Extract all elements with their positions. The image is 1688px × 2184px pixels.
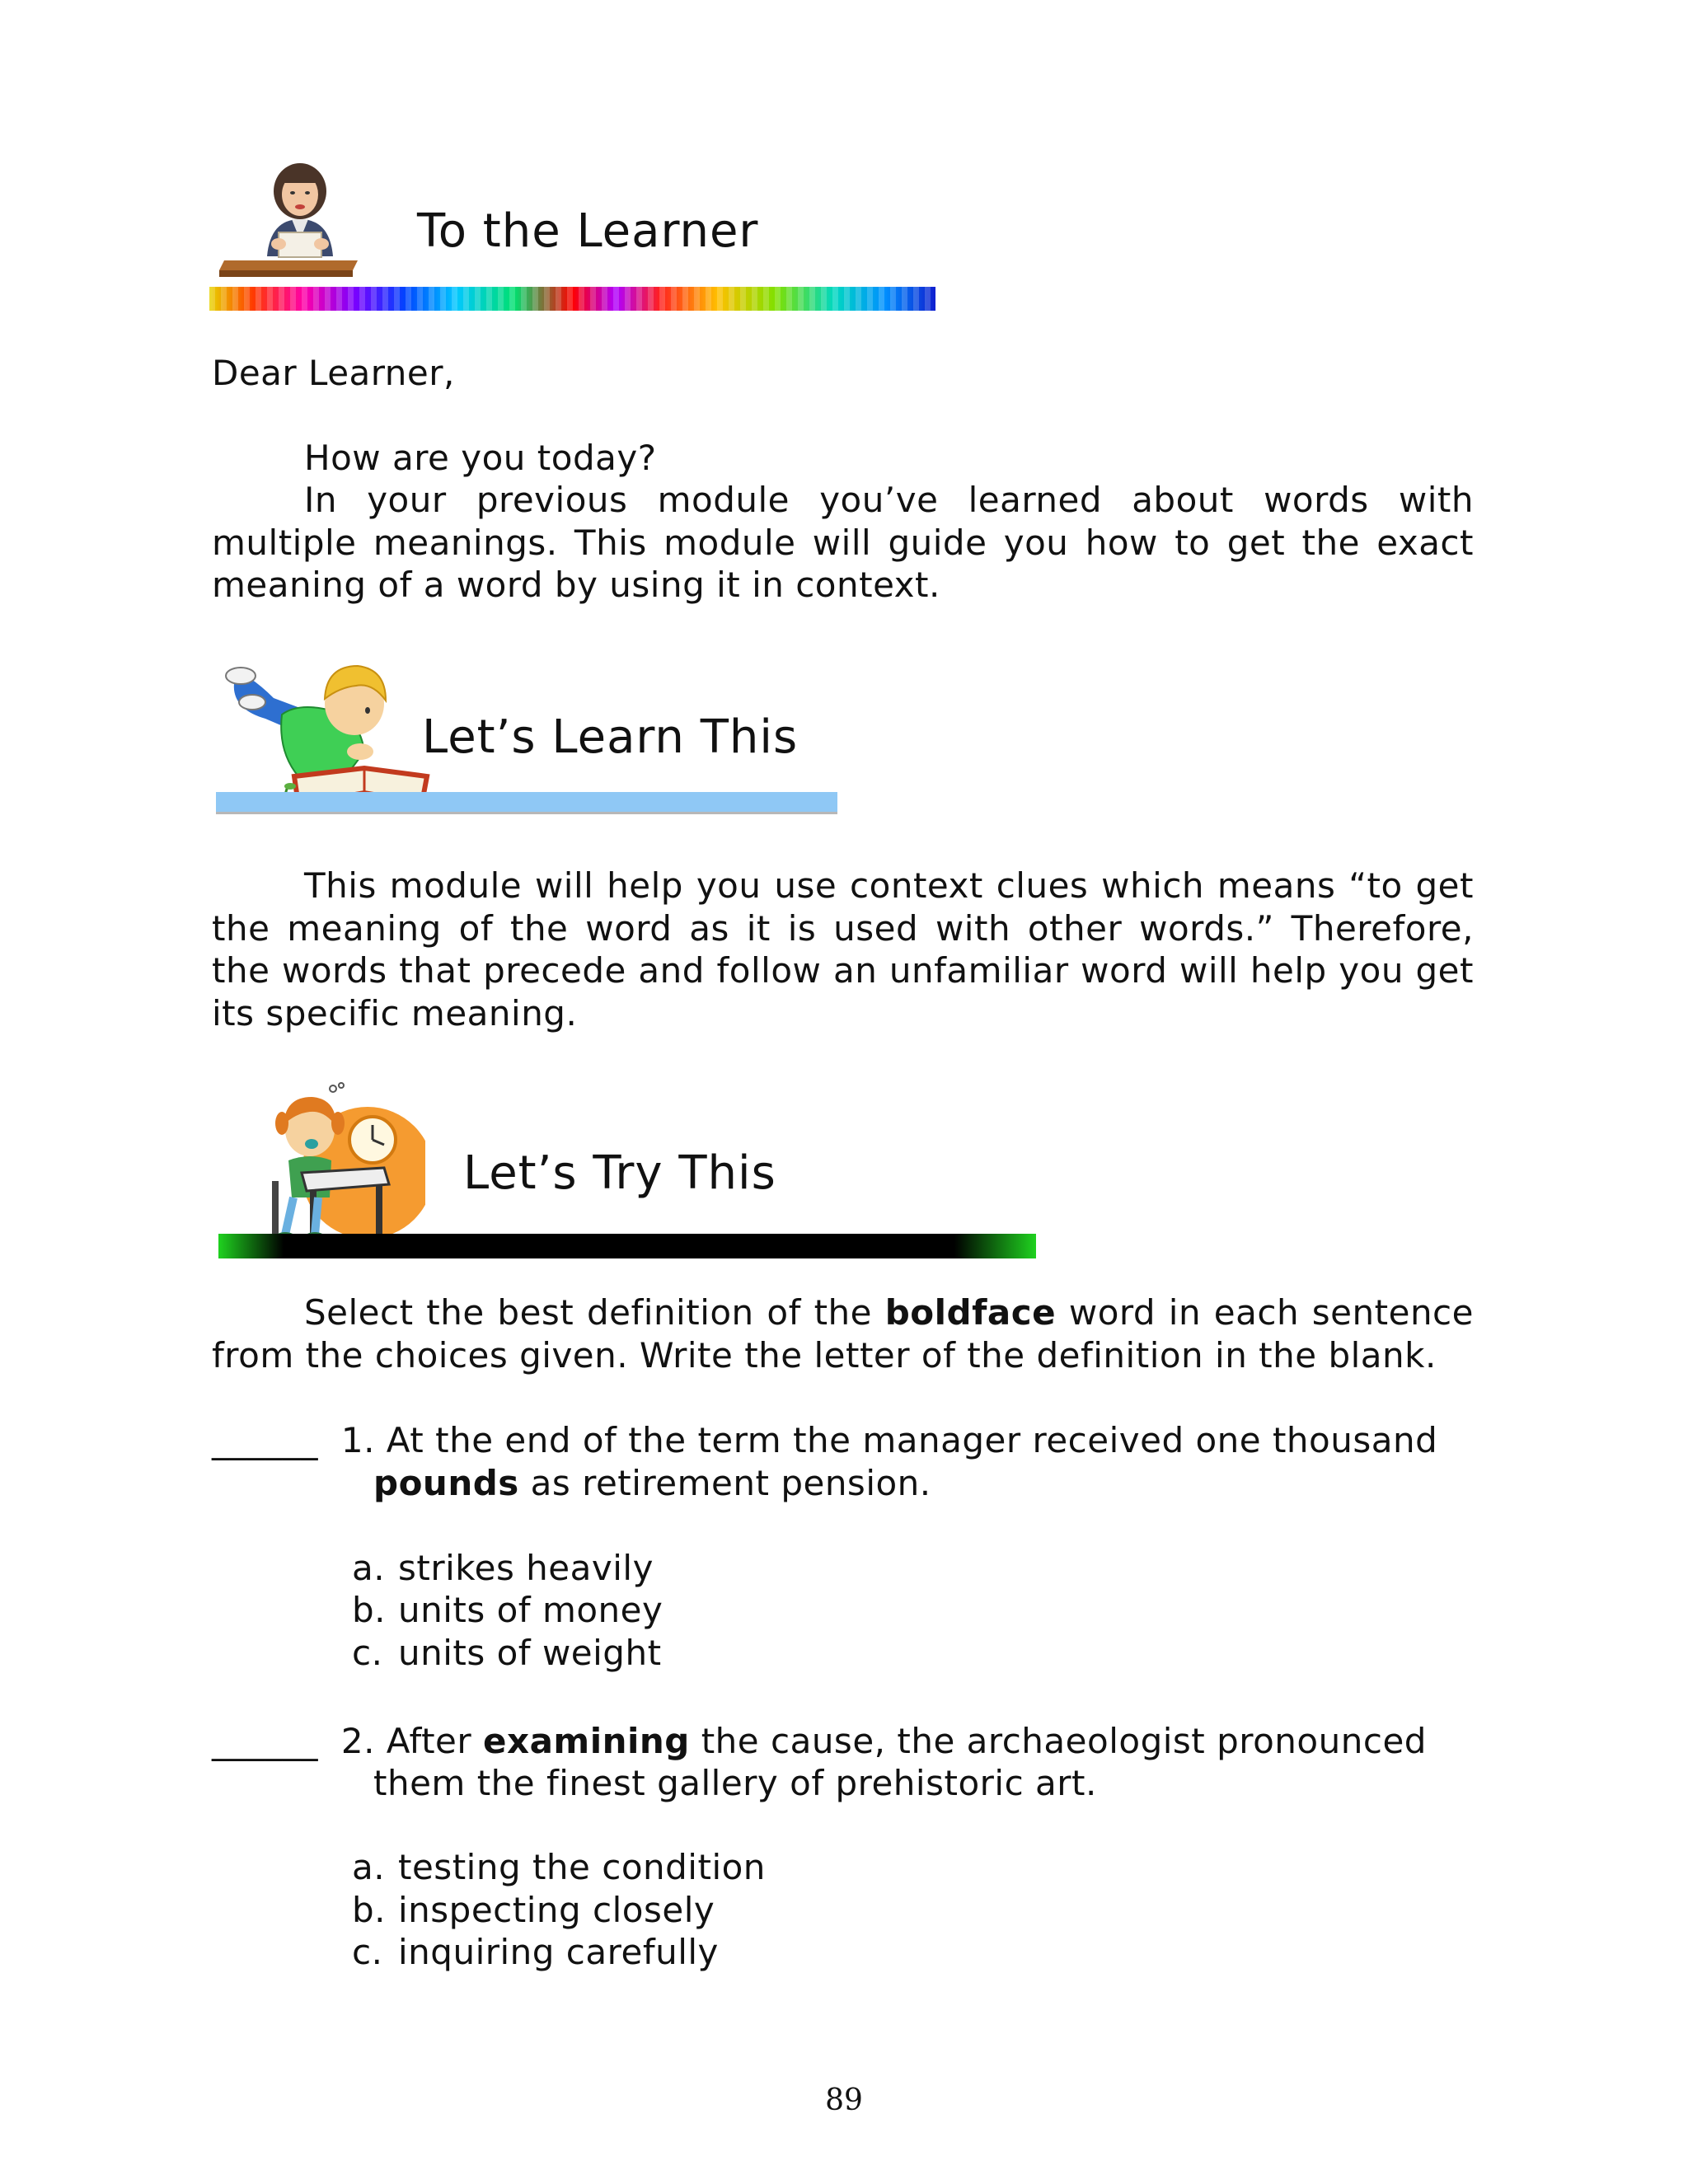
instructions: Select the best definition of the boldface word in each sentence from the choices given. Write the letter of the definition in the blank. [212, 1292, 1474, 1376]
boy-reading-book-icon [216, 653, 432, 813]
question-2-bold-word: examining [483, 1721, 690, 1761]
section-title-lets-learn-this: Let’s Learn This [422, 710, 799, 764]
question-1-line-2: pounds as retirement pension. [373, 1463, 931, 1503]
greeting: Dear Learner, [212, 353, 455, 393]
question-number-1: 1. [340, 1420, 375, 1460]
answer-blank-1: ______ [212, 1420, 318, 1460]
answer-blank-2: ______ [212, 1721, 318, 1761]
letter-paragraph: In your previous module you’ve learned about words with multiple meanings. This module will guide you how to get the exact meaning of a word by using it in context. [212, 480, 1474, 605]
q2-option-a: a. testing the condition [352, 1847, 766, 1887]
section-title-lets-try-this: Let’s Try This [463, 1146, 776, 1200]
q1-option-b: b. units of money [352, 1590, 663, 1630]
question-1-bold-word: pounds [373, 1463, 519, 1503]
girl-at-desk-clock-icon [260, 1082, 425, 1247]
q2-option-b: b. inspecting closely [352, 1890, 715, 1930]
letter-line-1: How are you today? [304, 438, 657, 478]
learn-paragraph: This module will help you use context clues which means “to get the meaning of the word as it is used with other words.” Therefore, the words that precede and follow an unfamiliar word will help you get its specific meaning. [212, 865, 1474, 1033]
q1-option-c: c. units of weight [352, 1633, 662, 1673]
question-1-line-1: ______ 1. At the end of the term the manager received one thousand [212, 1420, 1438, 1460]
try-divider [218, 1234, 1036, 1258]
q1-option-a: a. strikes heavily [352, 1548, 654, 1588]
teacher-reading-icon [213, 162, 361, 281]
question-2-line-1: ______ 2. After examining the cause, the archaeologist pronounced [212, 1721, 1427, 1761]
question-number-2: 2. [340, 1721, 375, 1761]
section-title-to-the-learner: To the Learner [417, 204, 759, 258]
rainbow-divider [209, 287, 935, 311]
q2-option-c: c. inquiring carefully [352, 1932, 719, 1972]
learn-divider [216, 792, 837, 814]
question-2-line-2: them the finest gallery of prehistoric art. [373, 1763, 1097, 1803]
page-number: 89 [825, 2083, 863, 2117]
